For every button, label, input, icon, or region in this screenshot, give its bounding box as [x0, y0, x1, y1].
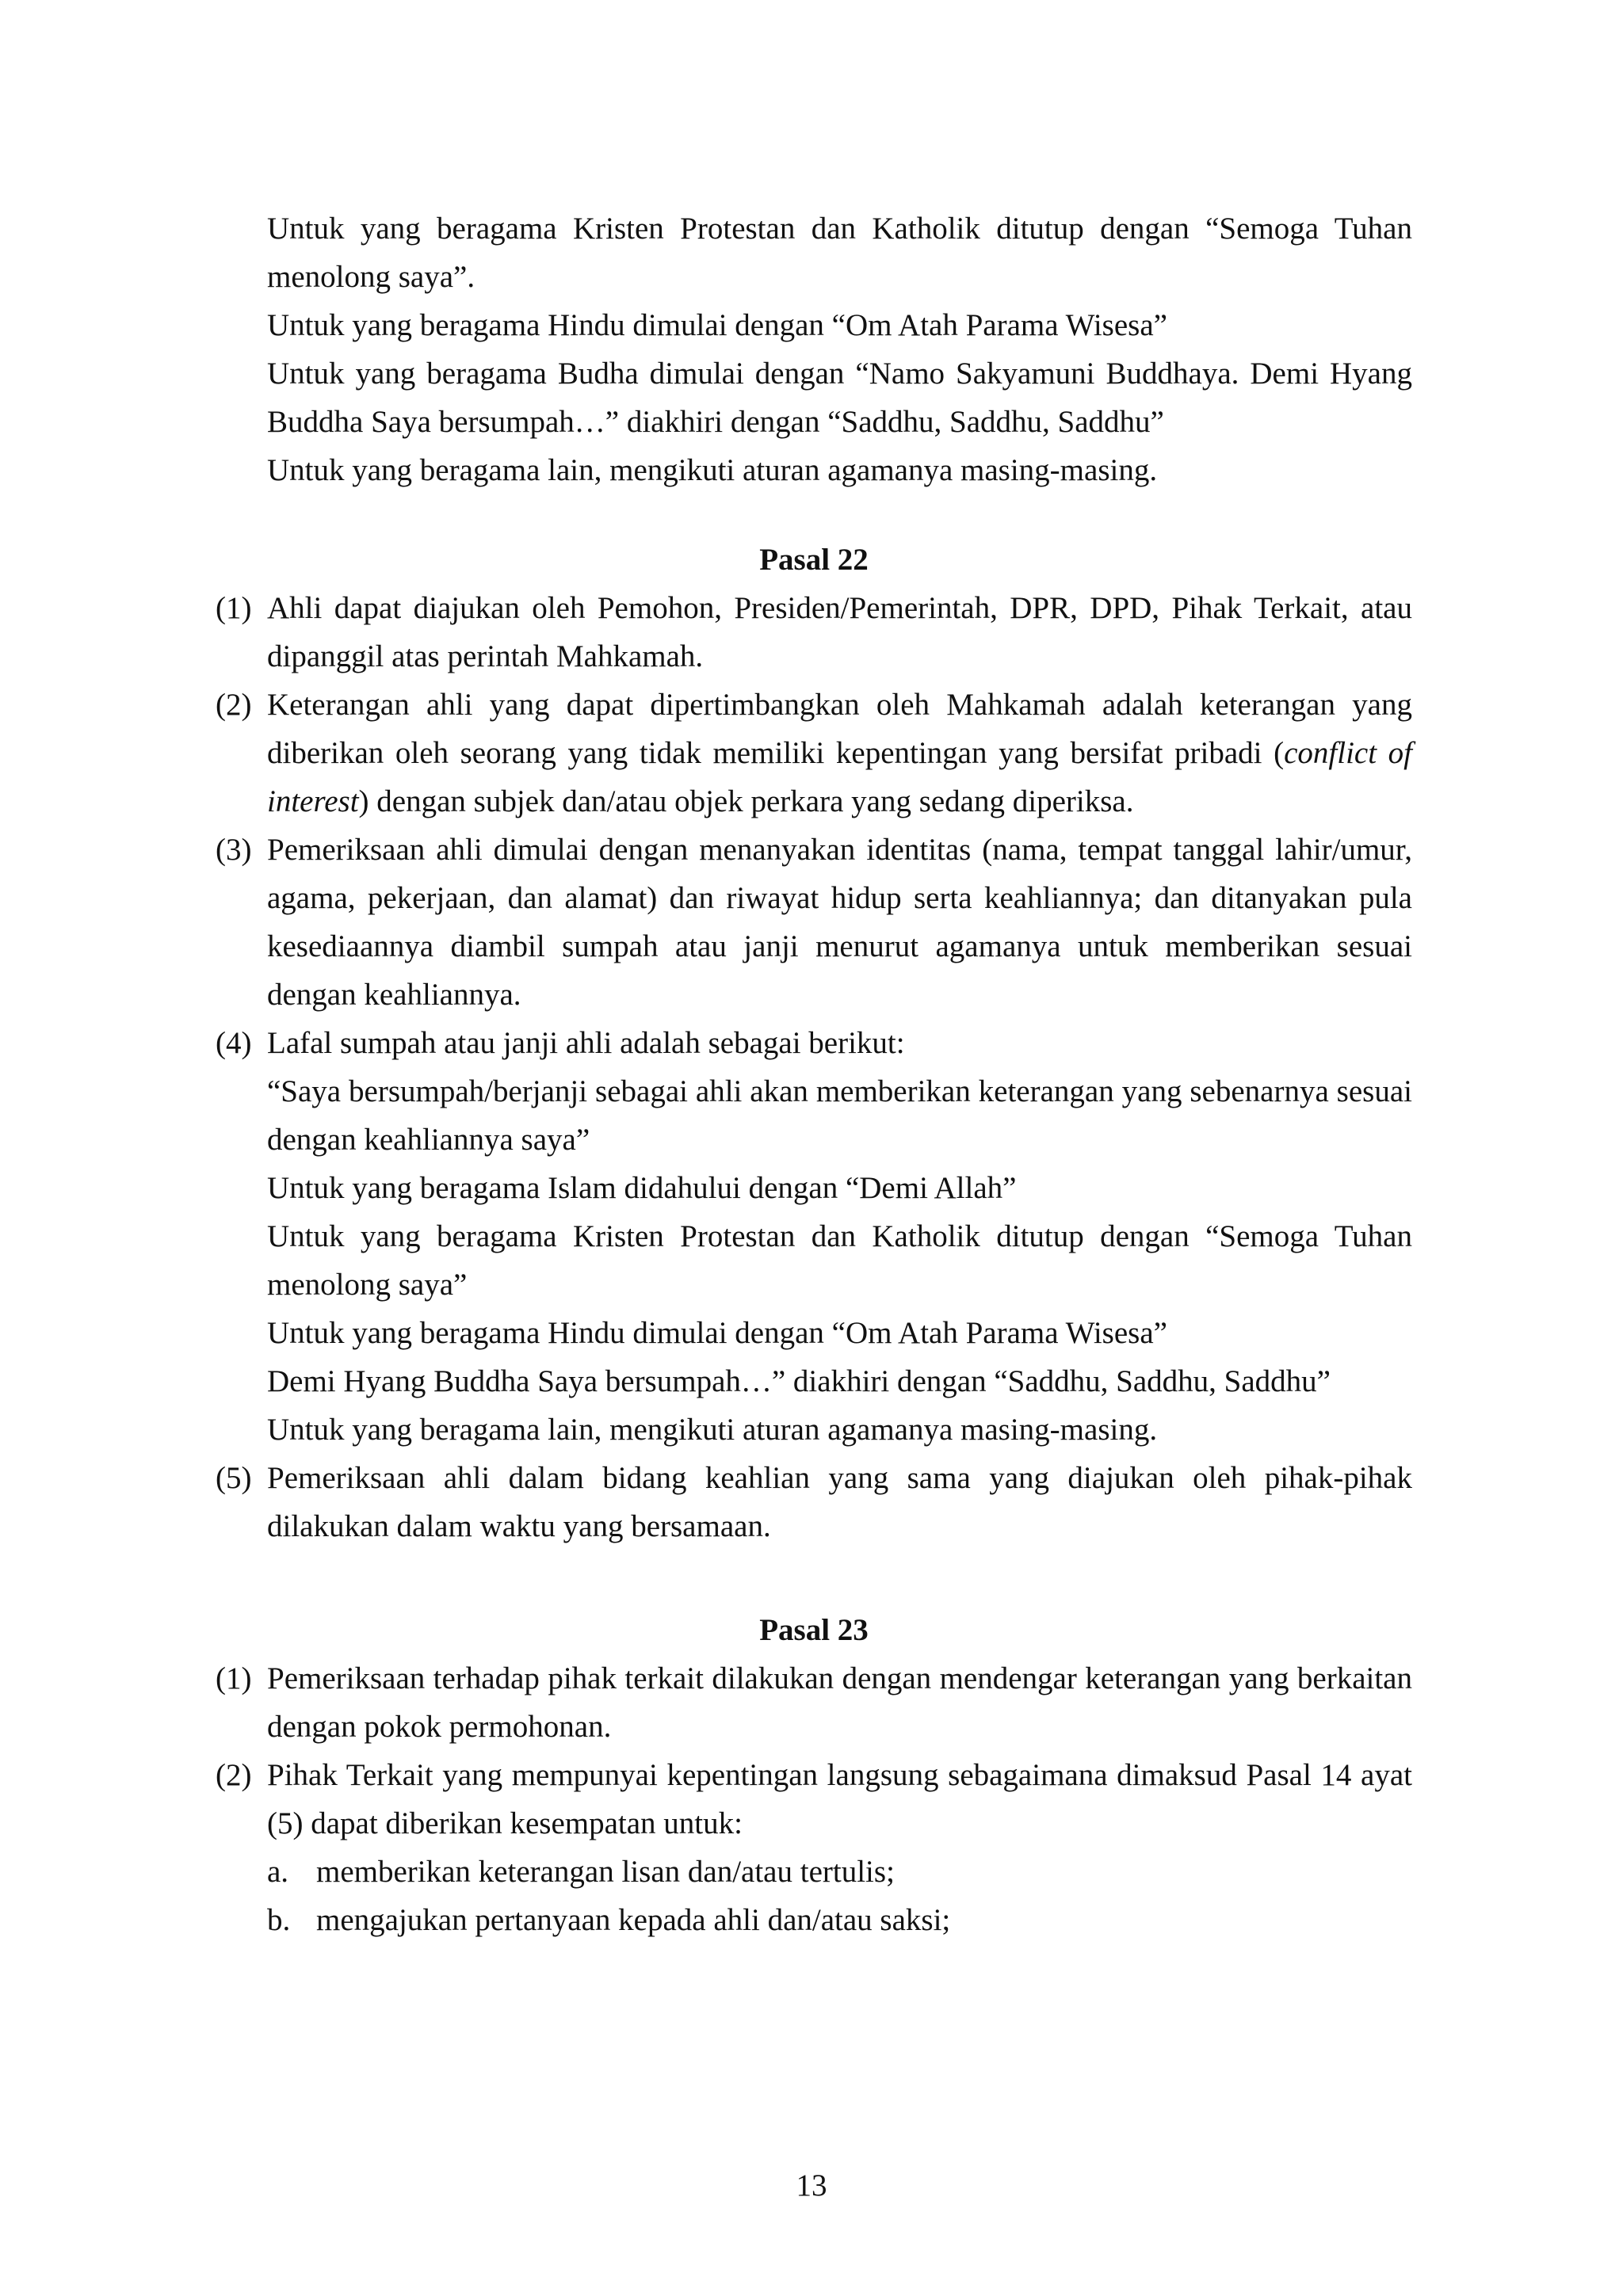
item-text: Lafal sumpah atau janji ahli adalah sebagai berikut: — [267, 1026, 905, 1060]
item-number: (1) — [216, 1661, 252, 1695]
pasal-22-item-5 — [216, 1454, 1412, 1550]
pasal-22-item-4 — [216, 1019, 1412, 1067]
item-text: Pemeriksaan terhadap pihak terkait dilakukan dengan mendengar keterangan yang berkaitan dengan pokok permohonan. — [267, 1661, 1412, 1744]
oath-line: Untuk yang beragama Kristen Protestan dan Katholik ditutup dengan “Semoga Tuhan menolong saya”. — [267, 212, 1412, 294]
pasal-23-subitem-b — [216, 1896, 1412, 1944]
item-text-italic: conflict of interest — [267, 736, 1412, 818]
pasal-22-item-1 — [216, 584, 1412, 681]
page-number: 13 — [796, 2168, 827, 2203]
oath-line: Demi Hyang Buddha Saya bersumpah…” diakhiri dengan “Saddhu, Saddhu, Saddhu” — [267, 1364, 1331, 1398]
pasal-22-item-2 — [216, 681, 1412, 826]
item-number: (2) — [216, 688, 252, 722]
subitem-letter: a. — [267, 1855, 289, 1889]
item-number: (1) — [216, 591, 252, 625]
item-text: Pihak Terkait yang mempunyai kepentingan langsung sebagaimana dimaksud Pasal 14 ayat (5) dapat diberikan kesempatan untuk: — [267, 1758, 1412, 1840]
item-number: (4) — [216, 1026, 252, 1060]
item-text: Ahli dapat diajukan oleh Pemohon, Presiden/Pemerintah, DPR, DPD, Pihak Terkait, atau dipanggil atas perintah Mahkamah. — [267, 591, 1412, 673]
expert-oath-block — [216, 1067, 1412, 1454]
pasal-23-title: Pasal 23 — [759, 1613, 869, 1647]
pasal-23-item-1 — [216, 1654, 1412, 1751]
top-oath-block — [216, 204, 1412, 494]
pasal-23-item-2 — [216, 1751, 1412, 1848]
oath-line: Untuk yang beragama Islam didahului dengan “Demi Allah” — [267, 1171, 1017, 1205]
oath-line: Untuk yang beragama Budha dimulai dengan “Namo Sakyamuni Buddhaya. Demi Hyang Buddha Saya bersumpah…” diakhiri dengan “Saddhu, Saddhu, Saddhu” — [267, 357, 1412, 439]
item-text: Pemeriksaan ahli dimulai dengan menanyakan identitas (nama, tempat tanggal lahir/umur, agama, pekerjaan, dan alamat) dan riwayat hidup serta keahliannya; dan ditanyakan pula kesediaannya diambil sumpah atau janji menurut agamanya untuk memberikan sesuai dengan keahliannya. — [267, 833, 1412, 1012]
page-content — [216, 204, 1412, 1944]
oath-line: Untuk yang beragama lain, mengikuti aturan agamanya masing-masing. — [267, 1413, 1158, 1447]
item-number: (2) — [216, 1758, 252, 1792]
spacer — [216, 1550, 1412, 1606]
item-text: Pemeriksaan ahli dalam bidang keahlian yang sama yang diajukan oleh pihak-pihak dilakukan dalam waktu yang bersamaan. — [267, 1461, 1412, 1543]
subitem-text: mengajukan pertanyaan kepada ahli dan/atau saksi; — [316, 1903, 951, 1937]
spacer — [216, 494, 1412, 536]
item-number: (5) — [216, 1461, 252, 1495]
oath-line: Untuk yang beragama Hindu dimulai dengan “Om Atah Parama Wisesa” — [267, 1316, 1167, 1350]
pasal-22-item-3 — [216, 826, 1412, 1019]
subitem-text: memberikan keterangan lisan dan/atau tertulis; — [316, 1855, 895, 1889]
item-text: Keterangan ahli yang dapat dipertimbangkan oleh Mahkamah adalah keterangan yang diberikan oleh seorang yang tidak memiliki kepentingan yang bersifat pribadi ( — [267, 688, 1412, 770]
subitem-letter: b. — [267, 1903, 291, 1937]
item-text: ) dengan subjek dan/atau objek perkara yang sedang diperiksa. — [358, 784, 1134, 818]
pasal-22-title: Pasal 22 — [759, 543, 869, 577]
item-number: (3) — [216, 833, 252, 867]
oath-line: Untuk yang beragama lain, mengikuti aturan agamanya masing-masing. — [267, 453, 1158, 487]
oath-line: Untuk yang beragama Hindu dimulai dengan “Om Atah Parama Wisesa” — [267, 308, 1167, 342]
pasal-23-subitem-a — [216, 1848, 1412, 1896]
oath-line: Untuk yang beragama Kristen Protestan dan Katholik ditutup dengan “Semoga Tuhan menolong saya” — [267, 1219, 1412, 1302]
oath-line: “Saya bersumpah/berjanji sebagai ahli akan memberikan keterangan yang sebenarnya sesuai dengan keahliannya saya” — [267, 1074, 1412, 1157]
